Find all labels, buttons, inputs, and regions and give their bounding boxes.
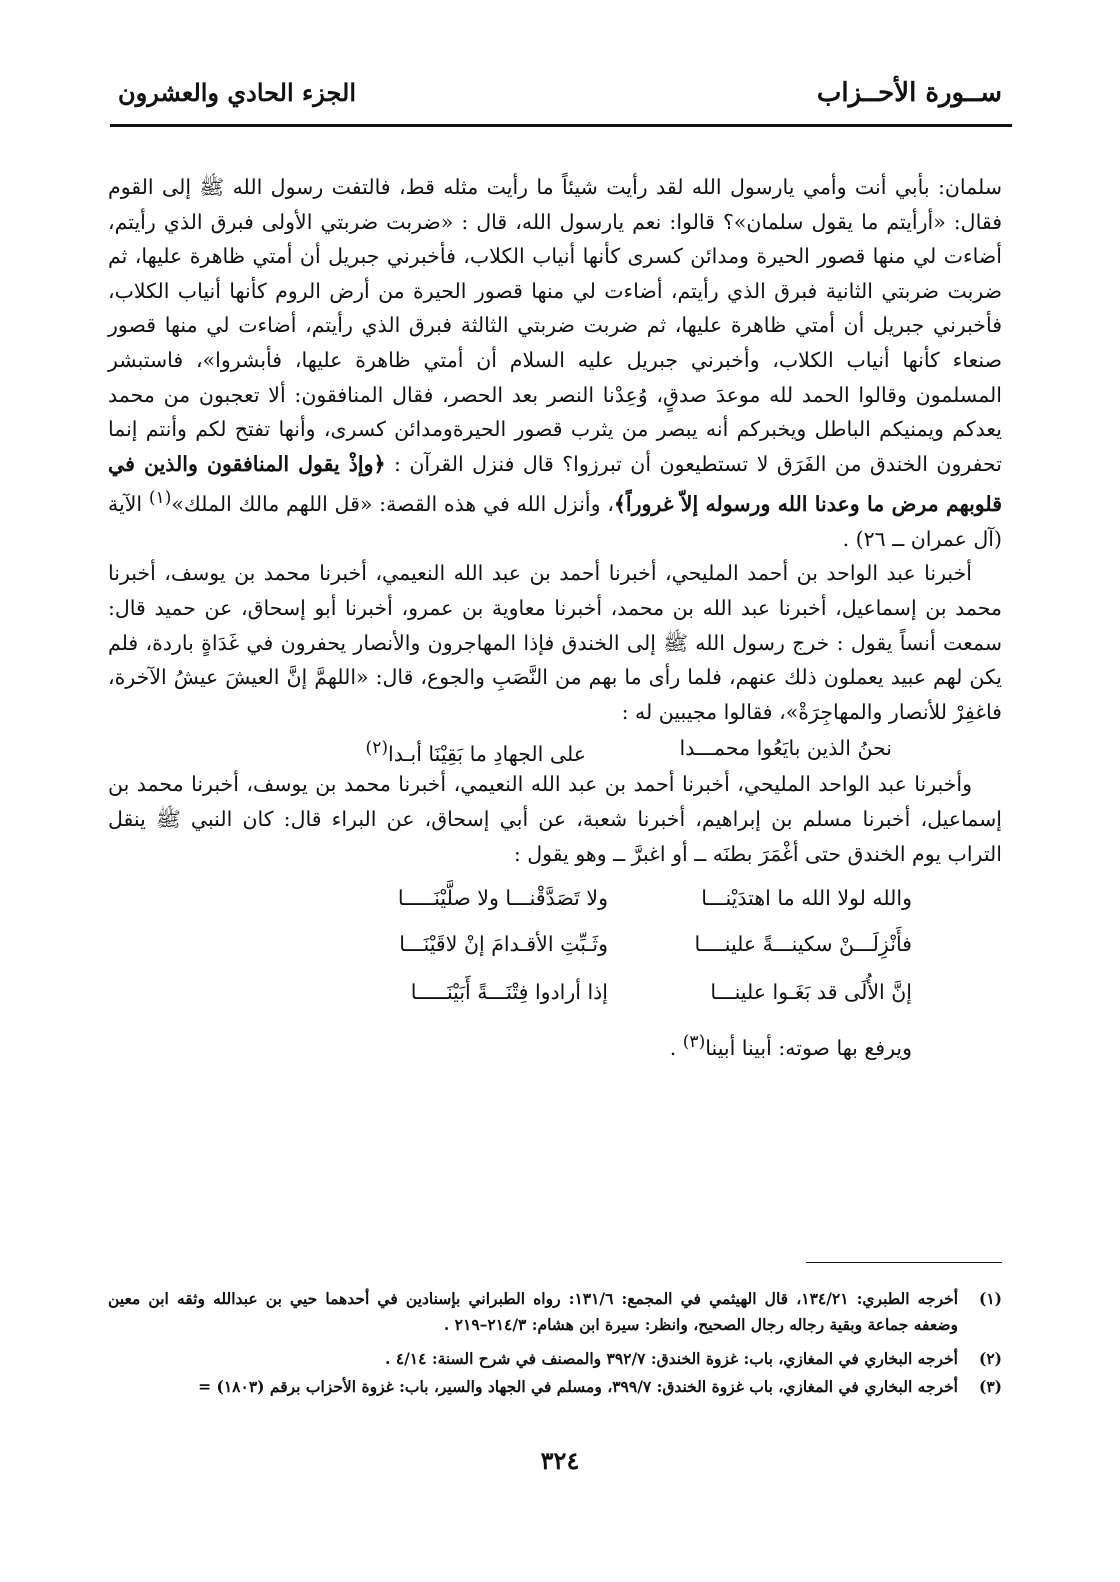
header-rule xyxy=(110,124,1012,127)
footnote-number: (١) xyxy=(978,1289,1002,1308)
verse-second-half: وثَـبِّتِ الأقـدامَ إنْ لاقَيْنَـــا xyxy=(399,932,608,957)
verse-second-half: على الجهادِ ما بَقِيْنَا أبـدا$^{(٢)}$ xyxy=(365,738,586,767)
verse-second-half: ولا تَصَدَّقْنـــا ولا صلَّيْنَـــــا xyxy=(397,886,608,911)
footnote-text: أخرجه الطبري: ١٣٤/٢١، قال الهيثمي في المجمع: ١٣١/٦: رواه الطبراني بإسنادين في أحدهما حيي بن عبدالله وثقه ابن معين وضعفه جماعة وبقية رجاله رجال الصحيح، وانظر: سيرة ابن هشام: ٢١٤/٣–٢١٩ . xyxy=(108,1289,959,1334)
running-header xyxy=(118,78,1002,118)
verse-first-half: فأَنْزِلَـــنْ سكينـــةً علينــــا xyxy=(694,932,912,957)
footnote-separator xyxy=(806,1262,1002,1263)
poem-verse xyxy=(108,729,1002,767)
footnote xyxy=(108,1286,1002,1338)
footnote-number: (٢) xyxy=(978,1349,1002,1368)
paragraph: أخبرنا عبد الواحد بن أحمد المليحي، أخبرنا أحمد بن عبد الله النعيمي، أخبرنا محمد بن يوسف، أخبرنا محمد بن إسماعيل، أخبرنا عبد الله بن محمد، أخبرنا معاوية بن عمرو، أخبرنا أبو إسحاق، عن حميد قال: سمعت أنساً يقول : خرج رسول الله ﷺ إلى الخندق فإذا المهاجرون والأنصار يحفرون في غَدَاةٍ باردة، فلم يكن لهم عبيد يعملون ذلك عنهم، فلما رأى ما بهم من النَّصَبِ والجوع، قال: «اللهمَّ إنَّ العيشَ عيشُ الآخرة، فاغفِرْ للأنصار والمهاجِرَةْ»، فقالوا مجيبين له : xyxy=(108,561,1002,724)
part-title: الجزء الحادي والعشرون xyxy=(118,78,356,107)
footnote-number: (٣) xyxy=(978,1377,1002,1396)
verse-second-half: إذا أرادوا فِتْنَـــةً أَبَيْنَـــــا xyxy=(410,980,608,1005)
poem xyxy=(108,871,1002,1033)
footnote-ref: (١) xyxy=(148,488,172,509)
paragraph: وأخبرنا عبد الواحد المليحي، أخبرنا أحمد بن عبد الله النعيمي، أخبرنا محمد بن يوسف، أخبرنا محمد بن إسماعيل، أخبرنا مسلم بن إبراهيم، أخبرنا شعبة، عن أبي إسحاق، عن البراء قال: كان النبي ﷺ ينقل التراب يوم الخندق حتى أغْمَرَ بطنَه ــ أو اغبرَّ ــ وهو يقول : xyxy=(108,772,1002,866)
verse-first-half: نحنُ الذين بايَعُوا محمـــدا xyxy=(679,736,892,761)
verse-first-half: إنَّ الأُلَى قد بَغَـوا علينـــا xyxy=(710,980,912,1005)
main-text xyxy=(108,170,1002,1066)
verse-first-half: والله لولا الله ما اهتدَيْنـــا xyxy=(701,886,912,911)
footnote-ref: (٣) xyxy=(682,1032,706,1053)
page-number: ٣٢٤ xyxy=(540,1446,580,1475)
footnote xyxy=(108,1346,1002,1372)
footnote-text: أخرجه البخاري في المغازي، باب: غزوة الخندق: ٣٩٢/٧ والمصنف في شرح السنة: ٤/١٤ . xyxy=(385,1349,958,1368)
paragraph: ويرفع بها صوته: أبينا أبينا$^{(٣)}$ . xyxy=(669,1032,912,1060)
surah-title: ســورة الأحــزاب xyxy=(816,78,1002,108)
quran-verse: ﴿وإذْ يقول المنافقون والذين في قلوبهم مرض ما وعدنا الله ورسوله إلاّ غروراً﴾ xyxy=(108,451,1002,517)
footnote xyxy=(108,1374,1002,1400)
footnote-ref: (٢) xyxy=(365,738,389,759)
paragraph: سلمان: بأبي أنت وأمي يارسول الله لقد رأيت شيئاً ما رأيت مثله قط، فالتفت رسول الله ﷺ إلى القوم فقال: «أرأيتم ما يقول سلمان»؟ قالوا: نعم يارسول الله، قال : «ضربت ضربتي الأولى فبرق الذي رأيتم، أضاءت لي منها قصور الحيرة ومدائن كسرى كأنها أنياب الكلاب، فأخبرني جبريل أن أمتي ظاهرة عليها، ثم ضربت ضربتي الثانية فبرق الذي رأيتم، أضاءت لي منها قصور الحيرة من أرض الروم كأنها أنياب الكلاب، فأخبرني جبريل أن أمتي ظاهرة عليها، ثم ضربت ضربتي الثالثة فبرق الذي رأيتم، أضاءت لي منها قصور صنعاء كأنها أنياب الكلاب، وأخبرني جبريل عليه السلام أن أمتي ظاهرة عليها، فأبشروا»، فاستبشر المسلمون وقالوا الحمد لله موعدَ صدقٍ، وُعِدْنا النصر بعد الحصر، فقال المنافقون: ألا تعجبون من محمد يعدكم ويمنيكم الباطل ويخبركم أنه يبصر من يثرب قصور الحيرةومدائن كسرى، وأنها تفتح لكم وأنتم إنما تحفرون الخندق من الفَرَق لا تستطيعون أن تبرزوا؟ قال فنزل القرآن : ﴿وإذْ يقول المنافقون والذين في قلوبهم مرض ما وعدنا الله ورسوله إلاّ غروراً﴾، وأنزل الله في هذه القصة: «قل اللهم مالك الملك»$^{(١)}$ الآية (آل عمران ــ ٢٦) . xyxy=(108,175,1002,551)
footnote-text: أخرجه البخاري في المغازي، باب غزوة الخندق: ٣٩٩/٧، ومسلم في الجهاد والسير، باب: غزوة الأحزاب برقم (١٨٠٣) = xyxy=(198,1377,958,1396)
